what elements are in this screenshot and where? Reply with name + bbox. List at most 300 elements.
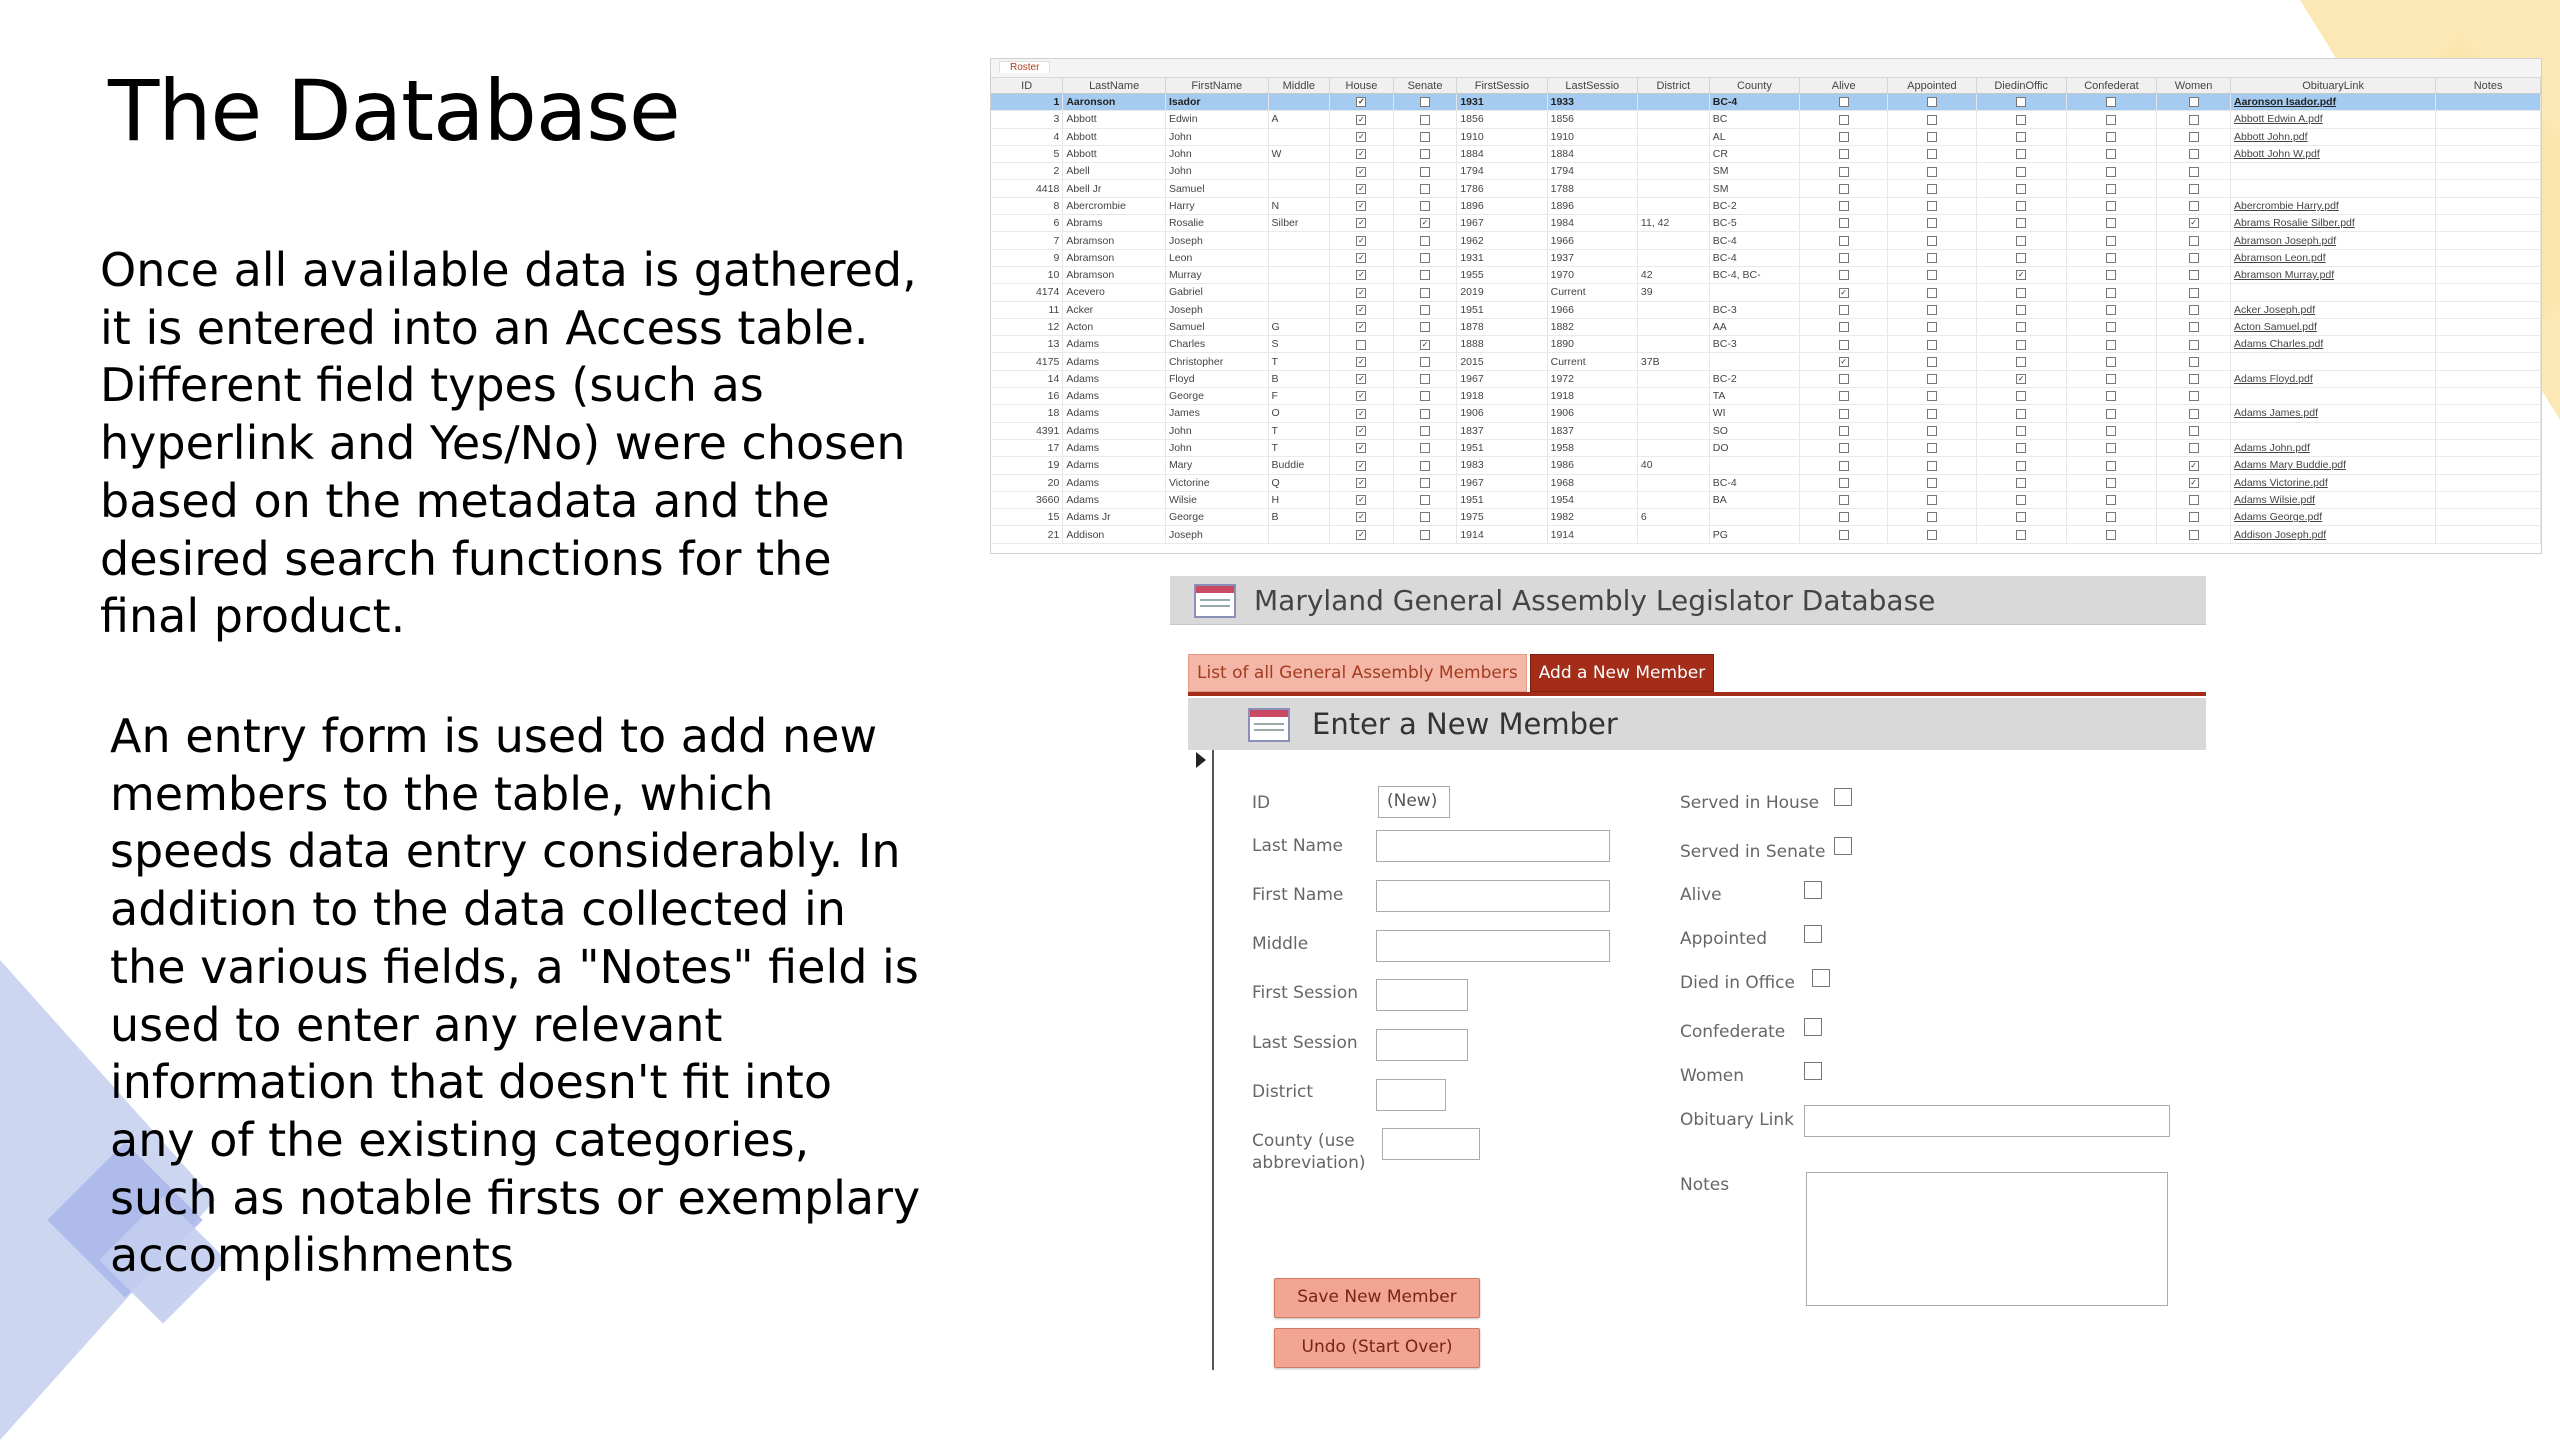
table-cell[interactable]: DO [1709,439,1799,456]
table-cell[interactable]: 21 [991,526,1063,543]
checkbox-cell[interactable] [1393,249,1457,266]
checkbox-icon[interactable] [2016,409,2026,419]
checkbox-cell[interactable] [1888,474,1976,491]
checkbox-icon[interactable] [1927,236,1937,246]
checkbox-cell[interactable] [1888,180,1976,197]
table-cell[interactable] [1268,526,1330,543]
table-cell[interactable] [2436,94,2541,111]
checkbox-icon[interactable] [1420,495,1430,505]
checkbox-icon[interactable] [1420,253,1430,263]
checked-checkbox-icon[interactable]: ✓ [1358,131,1365,141]
table-cell[interactable]: 1878 [1457,318,1547,335]
checkbox-icon[interactable] [2189,426,2199,436]
checkbox-cell[interactable] [1800,491,1888,508]
county-input[interactable] [1382,1128,1480,1160]
table-cell[interactable]: Adams [1063,353,1166,370]
checkbox-cell[interactable] [2066,197,2156,214]
table-cell[interactable] [1637,94,1709,111]
table-row[interactable] [991,405,2541,422]
checkbox-cell[interactable] [1800,301,1888,318]
checkbox-icon[interactable] [2106,288,2116,298]
checkbox-icon[interactable] [1420,184,1430,194]
checkbox-cell[interactable] [2066,249,2156,266]
checkbox-icon[interactable] [1420,132,1430,142]
datasheet-tab[interactable]: Roster [999,61,1050,73]
checkbox-icon[interactable] [1420,530,1430,540]
table-cell[interactable] [2436,301,2541,318]
table-cell[interactable]: 1837 [1547,422,1637,439]
checkbox-icon[interactable] [1839,443,1849,453]
checkbox-icon[interactable] [2189,443,2199,453]
checkbox-cell[interactable] [1800,370,1888,387]
column-header[interactable]: Appointed [1888,78,1976,94]
checkbox-icon[interactable] [2016,530,2026,540]
checkbox-icon[interactable] [2189,167,2199,177]
table-cell[interactable]: 4174 [991,284,1063,301]
table-cell[interactable] [1637,111,1709,128]
checkbox-cell[interactable] [1800,215,1888,232]
checkbox-cell[interactable] [2157,301,2231,318]
table-cell[interactable]: 7 [991,232,1063,249]
table-cell[interactable]: Adams [1063,439,1166,456]
checked-checkbox-icon[interactable]: ✓ [1358,218,1365,228]
table-cell[interactable]: 4418 [991,180,1063,197]
table-row[interactable] [991,301,2541,318]
table-cell[interactable]: G [1268,318,1330,335]
table-cell[interactable] [1637,128,1709,145]
table-cell[interactable]: 2019 [1457,284,1547,301]
checkbox-icon[interactable] [1420,97,1430,107]
checked-checkbox-icon[interactable]: ✓ [1358,391,1365,401]
checkbox-icon[interactable] [1927,97,1937,107]
table-cell[interactable]: Christopher [1165,353,1268,370]
checkbox-icon[interactable] [1420,512,1430,522]
table-cell[interactable]: 1951 [1457,439,1547,456]
checked-checkbox-icon[interactable]: ✓ [1358,374,1365,384]
checkbox-cell[interactable] [1976,318,2066,335]
table-cell[interactable]: Buddie [1268,457,1330,474]
obituary-link-cell[interactable]: Adams Mary Buddie.pdf [2230,457,2435,474]
table-row[interactable] [991,145,2541,162]
table-cell[interactable] [2436,163,2541,180]
obituary-link-cell[interactable]: Adams Floyd.pdf [2230,370,2435,387]
checkbox-icon[interactable] [1839,253,1849,263]
checkbox-cell[interactable] [2066,474,2156,491]
checkbox-icon[interactable] [1420,443,1430,453]
table-cell[interactable]: Abbott [1063,111,1166,128]
checkbox-cell[interactable] [1330,388,1394,405]
checkbox-cell[interactable] [1330,128,1394,145]
table-cell[interactable] [2436,439,2541,456]
appointed-checkbox[interactable] [1804,925,1822,943]
checkbox-icon[interactable] [2189,305,2199,315]
checkbox-icon[interactable] [2016,322,2026,332]
checkbox-icon[interactable] [2189,253,2199,263]
checkbox-cell[interactable] [1888,388,1976,405]
checkbox-cell[interactable] [1330,215,1394,232]
table-row[interactable] [991,163,2541,180]
checkbox-cell[interactable] [1888,145,1976,162]
checkbox-cell[interactable] [1800,457,1888,474]
checkbox-icon[interactable] [1839,512,1849,522]
checkbox-cell[interactable] [1330,180,1394,197]
checkbox-icon[interactable] [1927,322,1937,332]
table-cell[interactable] [2436,215,2541,232]
checkbox-icon[interactable] [1927,218,1937,228]
obituary-link-cell[interactable] [2230,388,2435,405]
table-cell[interactable]: 42 [1637,266,1709,283]
table-cell[interactable] [1637,439,1709,456]
checkbox-cell[interactable] [1888,163,1976,180]
table-cell[interactable]: 1966 [1547,301,1637,318]
checkbox-icon[interactable] [1420,322,1430,332]
checkbox-icon[interactable] [1420,409,1430,419]
checkbox-icon[interactable] [2106,167,2116,177]
table-cell[interactable]: 1906 [1547,405,1637,422]
checkbox-cell[interactable] [1330,405,1394,422]
checkbox-icon[interactable] [1927,495,1937,505]
checkbox-cell[interactable] [2157,457,2231,474]
table-cell[interactable]: 1884 [1547,145,1637,162]
table-cell[interactable]: Acevero [1063,284,1166,301]
checkbox-icon[interactable] [2189,149,2199,159]
table-cell[interactable]: BC-3 [1709,301,1799,318]
table-cell[interactable]: 1962 [1457,232,1547,249]
table-cell[interactable]: 1896 [1457,197,1547,214]
table-row[interactable] [991,388,2541,405]
checkbox-icon[interactable] [2016,184,2026,194]
table-cell[interactable]: 1884 [1457,145,1547,162]
table-cell[interactable] [1637,145,1709,162]
table-cell[interactable]: Acker [1063,301,1166,318]
checkbox-cell[interactable] [2066,336,2156,353]
table-cell[interactable] [1637,405,1709,422]
checkbox-cell[interactable] [2157,232,2231,249]
checkbox-cell[interactable] [2157,474,2231,491]
table-cell[interactable]: 1966 [1547,232,1637,249]
checkbox-cell[interactable] [2066,301,2156,318]
column-header[interactable]: Middle [1268,78,1330,94]
checkbox-cell[interactable] [1330,439,1394,456]
table-row[interactable] [991,353,2541,370]
table-cell[interactable] [2436,318,2541,335]
table-cell[interactable] [1268,128,1330,145]
checkbox-icon[interactable] [1927,149,1937,159]
checked-checkbox-icon[interactable]: ✓ [2017,374,2025,384]
obituary-link-cell[interactable]: Adams John.pdf [2230,439,2435,456]
record-selector[interactable] [1188,750,1214,1370]
checkbox-cell[interactable] [1393,163,1457,180]
checkbox-cell[interactable] [2157,128,2231,145]
table-cell[interactable]: 1918 [1547,388,1637,405]
table-row[interactable] [991,509,2541,526]
table-cell[interactable] [1637,388,1709,405]
checkbox-icon[interactable] [1839,149,1849,159]
checkbox-cell[interactable] [2157,266,2231,283]
checkbox-icon[interactable] [2106,391,2116,401]
column-header[interactable]: District [1637,78,1709,94]
table-row[interactable] [991,526,2541,543]
checkbox-cell[interactable] [1888,318,1976,335]
obituary-link-cell[interactable] [2230,422,2435,439]
checkbox-icon[interactable] [1927,443,1937,453]
checkbox-cell[interactable] [1888,439,1976,456]
checkbox-cell[interactable] [1393,215,1457,232]
table-cell[interactable]: Adams [1063,370,1166,387]
checkbox-icon[interactable] [2106,132,2116,142]
checkbox-cell[interactable] [1330,353,1394,370]
checkbox-cell[interactable] [1888,370,1976,387]
checkbox-cell[interactable] [2066,370,2156,387]
checkbox-cell[interactable] [1976,249,2066,266]
checkbox-cell[interactable] [1393,128,1457,145]
table-cell[interactable]: BC [1709,111,1799,128]
obituary-link-cell[interactable]: Abbott Edwin A.pdf [2230,111,2435,128]
checkbox-icon[interactable] [1927,201,1937,211]
table-cell[interactable]: 2015 [1457,353,1547,370]
checkbox-icon[interactable] [1420,167,1430,177]
table-cell[interactable]: John [1165,422,1268,439]
table-cell[interactable]: 1968 [1547,474,1637,491]
checked-checkbox-icon[interactable]: ✓ [2190,218,2197,228]
checkbox-icon[interactable] [1839,426,1849,436]
table-cell[interactable]: Abbott [1063,128,1166,145]
checkbox-cell[interactable] [2157,249,2231,266]
table-cell[interactable]: Abell [1063,163,1166,180]
checkbox-icon[interactable] [2016,132,2026,142]
checkbox-cell[interactable] [1976,422,2066,439]
table-cell[interactable]: Samuel [1165,180,1268,197]
table-cell[interactable]: 4391 [991,422,1063,439]
last-session-input[interactable] [1376,1029,1468,1061]
checkbox-icon[interactable] [2106,340,2116,350]
checkbox-icon[interactable] [2106,461,2116,471]
checkbox-icon[interactable] [2106,201,2116,211]
checkbox-cell[interactable] [1393,474,1457,491]
table-cell[interactable]: Adams [1063,336,1166,353]
column-header[interactable]: Notes [2436,78,2541,94]
checkbox-cell[interactable] [1393,94,1457,111]
checkbox-icon[interactable] [1927,305,1937,315]
table-cell[interactable]: 1951 [1457,491,1547,508]
checkbox-icon[interactable] [1839,495,1849,505]
checked-checkbox-icon[interactable]: ✓ [1358,322,1365,332]
died-in-office-checkbox[interactable] [1812,969,1830,987]
checked-checkbox-icon[interactable]: ✓ [1358,201,1365,211]
checkbox-cell[interactable] [2157,491,2231,508]
obituary-link-cell[interactable] [2230,353,2435,370]
table-cell[interactable]: 1914 [1457,526,1547,543]
checkbox-icon[interactable] [2189,495,2199,505]
table-cell[interactable]: Samuel [1165,318,1268,335]
checkbox-icon[interactable] [2106,218,2116,228]
obituary-link-cell[interactable]: Abramson Joseph.pdf [2230,232,2435,249]
table-cell[interactable]: Abramson [1063,266,1166,283]
table-cell[interactable]: BC-4 [1709,232,1799,249]
checkbox-icon[interactable] [1420,288,1430,298]
checkbox-cell[interactable] [1888,422,1976,439]
table-cell[interactable]: 10 [991,266,1063,283]
checkbox-icon[interactable] [2016,478,2026,488]
checkbox-cell[interactable] [2066,526,2156,543]
table-row[interactable] [991,180,2541,197]
table-cell[interactable]: 1972 [1547,370,1637,387]
checked-checkbox-icon[interactable]: ✓ [1840,356,1847,366]
obituary-link-input[interactable] [1804,1105,2170,1137]
table-cell[interactable]: T [1268,422,1330,439]
table-cell[interactable]: BC-2 [1709,370,1799,387]
checkbox-icon[interactable] [2189,357,2199,367]
table-cell[interactable] [1268,180,1330,197]
checkbox-cell[interactable] [1330,111,1394,128]
checkbox-cell[interactable] [1800,405,1888,422]
checkbox-cell[interactable] [1393,111,1457,128]
checkbox-cell[interactable] [1800,439,1888,456]
obituary-link-cell[interactable]: Acker Joseph.pdf [2230,301,2435,318]
checkbox-cell[interactable] [1888,197,1976,214]
table-cell[interactable]: 39 [1637,284,1709,301]
checkbox-cell[interactable] [1330,422,1394,439]
checkbox-cell[interactable] [1330,266,1394,283]
table-cell[interactable] [2436,353,2541,370]
checkbox-cell[interactable] [2066,128,2156,145]
checkbox-icon[interactable] [2016,149,2026,159]
checkbox-cell[interactable] [1888,457,1976,474]
checkbox-cell[interactable] [2157,318,2231,335]
checkbox-cell[interactable] [1800,128,1888,145]
checkbox-icon[interactable] [2016,253,2026,263]
checkbox-icon[interactable] [2016,461,2026,471]
checkbox-icon[interactable] [1839,201,1849,211]
checkbox-cell[interactable] [1330,94,1394,111]
checked-checkbox-icon[interactable]: ✓ [1358,235,1365,245]
table-cell[interactable]: TA [1709,388,1799,405]
checkbox-cell[interactable] [2066,232,2156,249]
table-cell[interactable] [1637,526,1709,543]
checkbox-icon[interactable] [2016,115,2026,125]
table-cell[interactable]: 1986 [1547,457,1637,474]
checkbox-cell[interactable] [2157,94,2231,111]
table-cell[interactable]: 6 [1637,509,1709,526]
column-header[interactable]: FirstName [1165,78,1268,94]
checked-checkbox-icon[interactable]: ✓ [1358,408,1365,418]
checkbox-cell[interactable] [1888,128,1976,145]
column-header[interactable]: ObituaryLink [2230,78,2435,94]
checkbox-cell[interactable] [1976,180,2066,197]
checkbox-icon[interactable] [2016,167,2026,177]
checkbox-cell[interactable] [1888,94,1976,111]
table-cell[interactable]: Joseph [1165,301,1268,318]
checkbox-cell[interactable] [1888,266,1976,283]
last-name-input[interactable] [1376,830,1610,862]
checkbox-cell[interactable] [2066,457,2156,474]
checkbox-icon[interactable] [2016,305,2026,315]
checkbox-icon[interactable] [2016,288,2026,298]
middle-input[interactable] [1376,930,1610,962]
table-cell[interactable] [1637,370,1709,387]
checked-checkbox-icon[interactable]: ✓ [1358,512,1365,522]
checkbox-cell[interactable] [1393,266,1457,283]
table-cell[interactable]: PG [1709,526,1799,543]
checkbox-cell[interactable] [1800,197,1888,214]
column-header[interactable]: DiedinOffic [1976,78,2066,94]
table-cell[interactable]: Joseph [1165,232,1268,249]
checkbox-icon[interactable] [2189,340,2199,350]
table-cell[interactable] [2436,405,2541,422]
checked-checkbox-icon[interactable]: ✓ [2190,477,2197,487]
table-cell[interactable]: 1951 [1457,301,1547,318]
column-header[interactable]: County [1709,78,1799,94]
checkbox-icon[interactable] [2016,236,2026,246]
column-header[interactable]: FirstSessio [1457,78,1547,94]
checkbox-cell[interactable] [1888,491,1976,508]
table-cell[interactable]: 1906 [1457,405,1547,422]
checkbox-icon[interactable] [1420,149,1430,159]
table-cell[interactable]: Adams [1063,491,1166,508]
checkbox-cell[interactable] [1976,215,2066,232]
table-cell[interactable]: Adams [1063,457,1166,474]
table-cell[interactable]: Abercrombie [1063,197,1166,214]
checkbox-icon[interactable] [2016,495,2026,505]
table-cell[interactable]: 1896 [1547,197,1637,214]
table-cell[interactable]: O [1268,405,1330,422]
table-cell[interactable]: BC-5 [1709,215,1799,232]
table-cell[interactable]: Abramson [1063,232,1166,249]
checkbox-cell[interactable] [1888,232,1976,249]
table-cell[interactable]: 1955 [1457,266,1547,283]
checkbox-cell[interactable] [1393,284,1457,301]
table-cell[interactable]: 1788 [1547,180,1637,197]
table-row[interactable] [991,318,2541,335]
table-cell[interactable]: Harry [1165,197,1268,214]
checkbox-cell[interactable] [1800,336,1888,353]
checkbox-cell[interactable] [1976,301,2066,318]
checkbox-cell[interactable] [1393,336,1457,353]
checkbox-cell[interactable] [1976,439,2066,456]
table-cell[interactable]: 11 [991,301,1063,318]
checkbox-cell[interactable] [1393,422,1457,439]
table-cell[interactable]: 1914 [1547,526,1637,543]
table-cell[interactable]: 1984 [1547,215,1637,232]
checkbox-cell[interactable] [1888,284,1976,301]
table-row[interactable] [991,439,2541,456]
checkbox-icon[interactable] [2106,478,2116,488]
table-cell[interactable]: 5 [991,145,1063,162]
checkbox-cell[interactable] [2066,180,2156,197]
table-cell[interactable]: Addison [1063,526,1166,543]
checked-checkbox-icon[interactable]: ✓ [1358,183,1365,193]
column-header[interactable]: LastSessio [1547,78,1637,94]
checked-checkbox-icon[interactable]: ✓ [1358,495,1365,505]
checkbox-cell[interactable] [1976,353,2066,370]
table-cell[interactable]: Charles [1165,336,1268,353]
checkbox-cell[interactable] [1976,526,2066,543]
checkbox-icon[interactable] [2106,426,2116,436]
checkbox-icon[interactable] [1927,357,1937,367]
table-cell[interactable] [1268,232,1330,249]
table-cell[interactable] [1637,163,1709,180]
table-cell[interactable]: 1931 [1457,249,1547,266]
checkbox-cell[interactable] [2066,509,2156,526]
checkbox-cell[interactable] [2066,163,2156,180]
table-cell[interactable]: Murray [1165,266,1268,283]
checkbox-icon[interactable] [1839,409,1849,419]
checkbox-icon[interactable] [1927,288,1937,298]
checkbox-cell[interactable] [1800,388,1888,405]
table-cell[interactable]: Rosalie [1165,215,1268,232]
checkbox-cell[interactable] [1393,491,1457,508]
checkbox-cell[interactable] [2157,509,2231,526]
